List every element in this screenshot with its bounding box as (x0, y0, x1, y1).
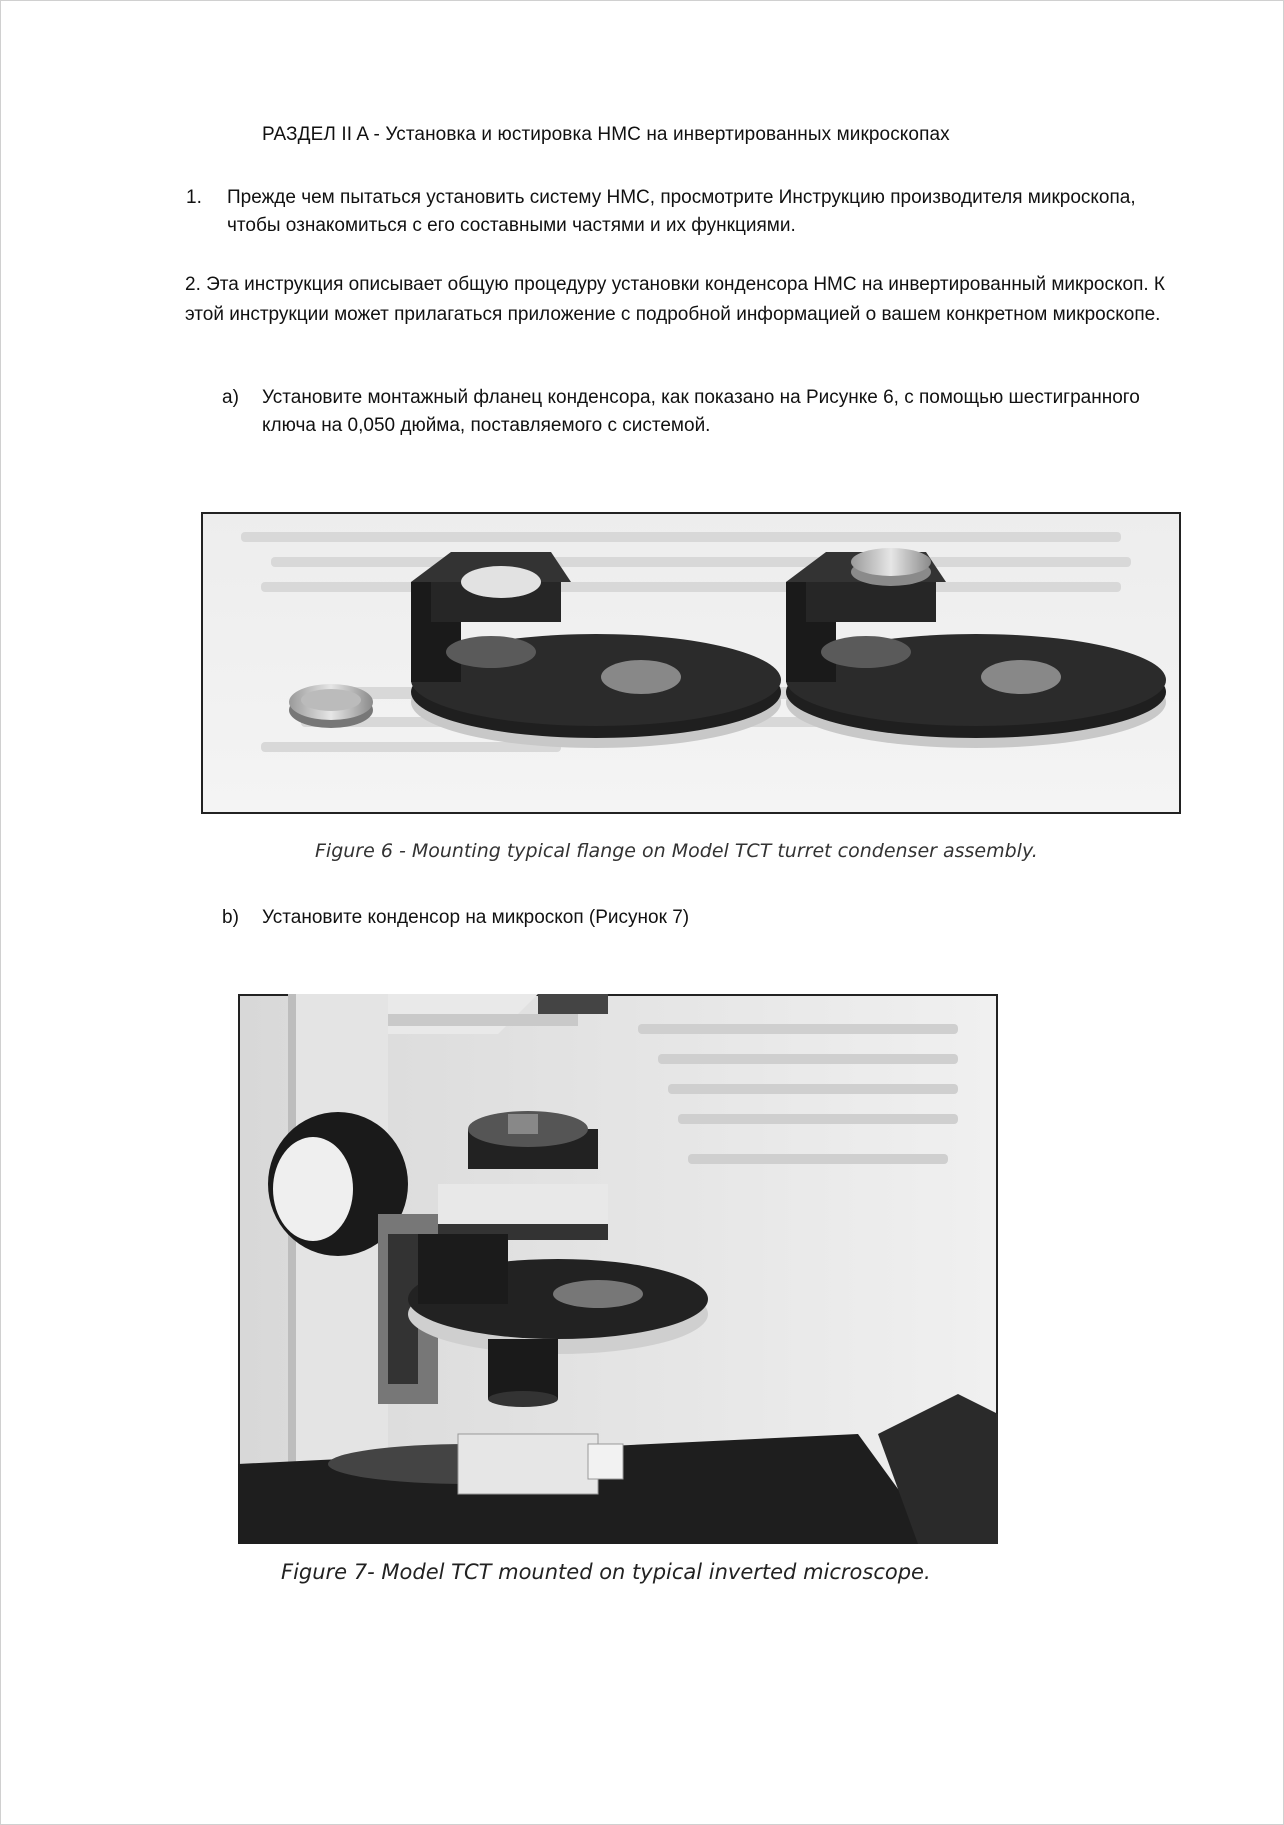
section-heading: РАЗДЕЛ II A - Установка и юстировка НМС на инвертированных микроскопах (262, 124, 950, 145)
sub-item-text: Установите монтажный фланец конденсора, как показано на Рисунке 6, с помощью шестигранного ключа на 0,050 дюйма, поставляемого с системой. (262, 387, 1140, 436)
figure-6-caption: Figure 6 - Mounting typical flange on Model TCT turret condenser assembly. (315, 840, 1038, 862)
paragraph-2: 2. Эта инструкция описывает общую процедуру установки конденсора НМС на инвертированный микроскоп. К этой инструкции может прилагаться приложение с подробной информацией о вашем конкретном микроскопе. (185, 274, 1165, 325)
figure-6-photo (201, 512, 1181, 814)
figure-7-caption: Figure 7- Model TCT mounted on typical inverted microscope. (281, 1560, 931, 1584)
sub-item-label: a) (222, 387, 239, 408)
figure-7-photo (238, 994, 998, 1544)
sub-item-label: b) (222, 907, 239, 928)
list-item-text: Прежде чем пытаться установить систему НМС, просмотрите Инструкцию производителя микроскопа, чтобы ознакомиться с его составными частями и их функциями. (227, 187, 1136, 236)
list-item-number: 1. (186, 187, 202, 208)
sub-item-text: Установите конденсор на микроскоп (Рисунок 7) (262, 907, 690, 928)
